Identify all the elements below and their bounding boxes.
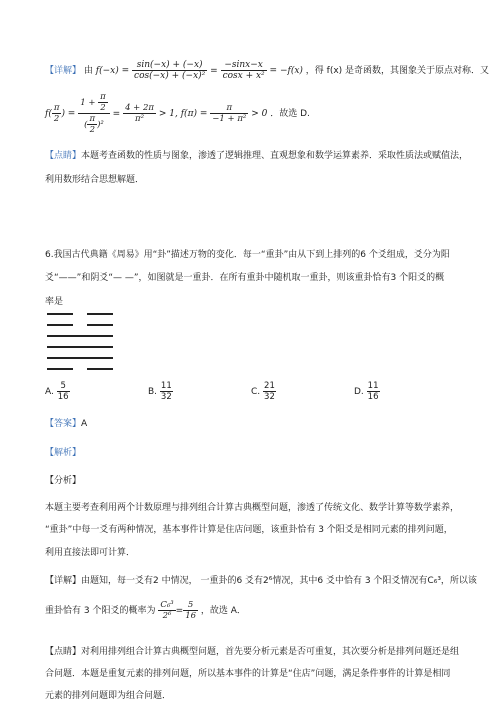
option-c-label: C. <box>251 387 261 397</box>
detail2-choose: ，故选 A． <box>200 606 246 616</box>
probability-fraction-2 <box>183 600 198 621</box>
comment2-text-1: 对利用排列组合计算古典概型问题，首先要分析元素是否可重复，其次要分析是排列问题还是组 <box>81 647 460 657</box>
f-big-fraction <box>78 92 110 135</box>
detail2-text-1: 由题知，每一爻有2 中情况， 一重卦的6 爻有2⁶情况，其中6 爻中恰有 3 个阳爻情况有C₆³，所以该 <box>81 576 477 586</box>
option-a-fraction <box>57 381 70 402</box>
option-c-den: 32 <box>264 392 275 402</box>
f-big-num-2: 2 <box>100 103 106 113</box>
option-a-label: A. <box>45 387 54 397</box>
question-text-1: 6.我国古代典籍《周易》用“卦”描述万物的变化．每一“重卦”由从下到上排列的6 个爻组成，爻分为阳 <box>45 250 450 260</box>
detail-conclusion: ，得 f(x) 是奇函数，其图象关于原点对称．又 <box>305 66 490 76</box>
option-a[interactable] <box>45 381 70 402</box>
f-big-den-2: 2 <box>89 125 95 135</box>
option-d-fraction <box>367 381 380 402</box>
option-d[interactable] <box>354 381 380 402</box>
comment1-line1 <box>45 150 468 162</box>
probability-num-1: C₆³ <box>160 600 174 610</box>
option-a-den: 16 <box>57 392 69 402</box>
yang-line <box>47 335 113 337</box>
probability-eq: = <box>175 606 184 616</box>
f-arg-num: π <box>53 103 60 113</box>
comment2-line3: 元素的排列问题即为组合问题． <box>45 691 172 701</box>
eq-fraction-2-num: −sinx−x <box>221 60 267 71</box>
option-b-den: 32 <box>160 392 172 402</box>
detail-tag: 【详解】 <box>45 66 82 76</box>
fenxi-line2: “重卦”中每一爻有两种情况，基本事件计算是住店问题，该重卦恰有 3 个阳爻是相同元素的排列问题， <box>45 525 453 535</box>
option-d-num: 11 <box>367 381 379 391</box>
probability-den-1: 2⁶ <box>162 611 172 621</box>
option-b-num: 11 <box>160 381 172 391</box>
comment2-line2: 合问题．本题是重复元素的排列问题，所以基本事件的计算是“住店”问题，满足条件事件的计算是相同 <box>45 669 451 679</box>
f-fraction-2 <box>123 103 156 124</box>
yin-line <box>47 324 73 326</box>
eq-rhs: = −f(x) <box>269 66 303 76</box>
question-text-3: 率是 <box>45 297 64 307</box>
f-choose: ．故选 D. <box>270 109 310 119</box>
probability-den-2: 16 <box>185 611 197 621</box>
yin-line <box>47 368 73 370</box>
option-a-num: 5 <box>57 381 70 392</box>
comment1-text-1: 本题考查函数的性质与图象，渗透了逻辑推理、直观想象和数学运算素养．采取性质法或赋值法， <box>81 151 469 161</box>
f-arg <box>52 103 62 124</box>
analysis-tag: 【解析】 <box>45 448 82 458</box>
yin-line <box>47 313 73 315</box>
option-d-label: D. <box>354 387 364 397</box>
f-fraction-2-den: π² <box>135 114 145 124</box>
f-gt1: > 1, f(π) = <box>158 109 208 119</box>
option-d-den: 16 <box>367 392 379 402</box>
f-lhs: f( <box>45 109 52 119</box>
eq-fraction-1 <box>132 60 207 81</box>
f-big-num <box>78 92 110 114</box>
yang-line <box>47 357 113 359</box>
f-gt0: > 0 <box>251 109 268 119</box>
hexagram-figure <box>47 313 117 373</box>
f-close: ) = <box>61 109 76 119</box>
f-fraction-3 <box>210 103 248 124</box>
detail2-tag: 【详解】 <box>45 576 82 586</box>
eq-mid: = <box>210 66 218 76</box>
option-b-fraction <box>160 381 173 402</box>
option-c-fraction <box>263 381 276 402</box>
probability-num-2: 5 <box>183 600 198 611</box>
detail2-line1 <box>45 575 477 587</box>
f-big-den-sq: ² <box>100 120 104 130</box>
detail2-text-2: 重卦恰有 3 个阳爻的概率为 <box>45 606 156 616</box>
f-big-num-pi: π <box>100 92 106 102</box>
fenxi-tag: 【分析】 <box>45 476 82 486</box>
option-c-num: 21 <box>264 381 275 391</box>
yin-line <box>87 368 113 370</box>
question-line3 <box>45 296 63 308</box>
fenxi-line1: 本题主要考查利用两个计数原理与排列组合计算古典概型问题，渗透了传统文化、数学计算等数学素养， <box>45 503 460 513</box>
f-fraction-2-num: 4 + 2π <box>125 103 154 113</box>
detail1-equation-line <box>45 60 489 81</box>
eq-fraction-1-den: cos(−x) + (−x)² <box>134 71 206 81</box>
question-line1 <box>45 249 450 261</box>
comment2-line1 <box>45 646 459 658</box>
option-b[interactable] <box>148 381 173 402</box>
detail1-f-line <box>45 92 310 135</box>
comment1-line2 <box>45 174 144 186</box>
eq-fraction-1-num: sin(−x) + (−x) <box>132 60 207 71</box>
yang-line <box>47 346 113 348</box>
option-b-label: B. <box>148 387 158 397</box>
f-big-den-pi: π <box>89 114 96 124</box>
f-fraction-3-den: −1 + π² <box>212 114 247 124</box>
f-big-num-frac <box>98 92 108 113</box>
f-big-den-frac <box>87 114 97 135</box>
yin-line <box>87 313 113 315</box>
eq-lhs: f(−x) = <box>95 66 130 76</box>
f-fraction-3-num: π <box>210 103 248 114</box>
comment-tag: 【点睛】 <box>45 151 82 161</box>
detail2-line2 <box>45 599 246 623</box>
f-big-num-text: 1 + <box>80 98 96 108</box>
detail-lead: 由 <box>83 66 93 76</box>
f-big-den: ( $\frac{\pi}{2}$ )² <box>84 114 104 135</box>
comment1-text-2: 利用数形结合思想解题． <box>45 175 145 185</box>
eq-fraction-2 <box>221 60 267 81</box>
question-line2 <box>45 272 444 284</box>
answer-line <box>45 418 87 430</box>
f-eq2: = <box>112 109 121 119</box>
question-text-2: 爻“——”和阴爻“— —”，如图就是一重卦．在所有重卦中随机取一重卦，则该重卦恰有3 个阳爻的概 <box>45 273 445 283</box>
eq-fraction-2-den: cosx + x² <box>222 71 265 81</box>
f-arg-den: 2 <box>53 114 60 124</box>
probability-fraction-1 <box>158 600 175 621</box>
answer-value: A <box>81 419 88 429</box>
fenxi-line3: 利用直接法即可计算． <box>45 548 136 558</box>
option-c[interactable] <box>251 381 276 402</box>
yin-line <box>87 324 113 326</box>
answer-tag: 【答案】 <box>45 419 82 429</box>
comment2-tag: 【点睛】 <box>45 647 82 657</box>
